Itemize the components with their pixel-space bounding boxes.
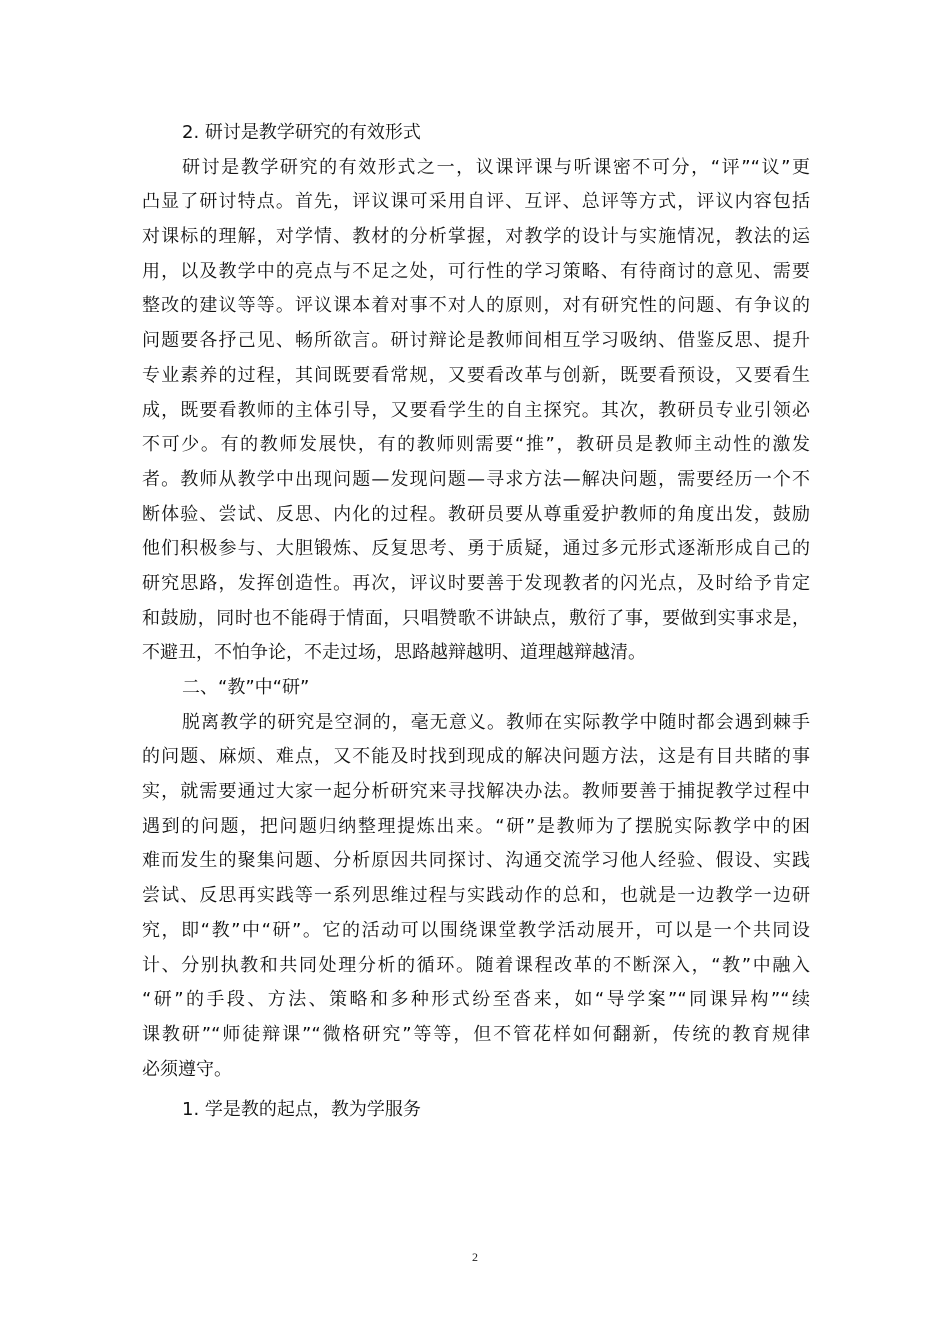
paragraph-2-line: 脱离教学的研究是空洞的，毫无意义。教师在实际教学中随时都会遇到棘手 [182,711,810,733]
paragraph-2-line: “研”的手段、方法、策略和多种形式纷至沓来，如“导学案”“同课异构”“续 [142,989,810,1011]
paragraph-1-line: 研究思路，发挥创造性。再次，评议时要善于发现教者的闪光点，及时给予肯定 [142,572,810,594]
section-1-heading: 1. 学是教的起点，教为学服务 [182,1099,421,1121]
paragraph-1-line: 用，以及教学中的亮点与不足之处，可行性的学习策略、有待商讨的意见、需要 [142,260,810,282]
paragraph-1-line: 和鼓励，同时也不能碍于情面，只唱赞歌不讲缺点，敷衍了事，要做到实事求是， [142,607,810,629]
paragraph-2-line: 课教研”“师徒辩课”“微格研究”等等，但不管花样如何翻新，传统的教育规律 [142,1023,810,1045]
paragraph-2-line: 的问题、麻烦、难点，又不能及时找到现成的解决问题方法，这是有目共睹的事 [142,746,810,768]
section-2-heading: 2. 研讨是教学研究的有效形式 [182,122,421,143]
paragraph-2-line: 尝试、反思再实践等一系列思维过程与实践动作的总和，也就是一边教学一边研 [142,885,810,907]
paragraph-1-line: 专业素养的过程，其间既要看常规，又要看改革与创新，既要看预设，又要看生 [142,364,810,386]
paragraph-1-line: 凸显了研讨特点。首先，评议课可采用自评、互评、总评等方式，评议内容包括 [142,191,810,213]
paragraph-2-line: 实，就需要通过大家一起分析研究来寻找解决办法。教师要善于捕捉教学过程中 [142,781,810,803]
paragraph-1-line: 他们积极参与、大胆锻炼、反复思考、勇于质疑，通过多元形式逐渐形成自己的 [142,538,810,560]
paragraph-1-line: 不避丑，不怕争论，不走过场，思路越辩越明、道理越辩越清。 [142,642,646,664]
paragraph-2-line: 遇到的问题，把问题归纳整理提炼出来。“研”是教师为了摆脱实际教学中的困 [142,815,810,837]
section-two-heading: 二、“教”中“研” [182,677,310,698]
paragraph-2-line: 必须遵守。 [142,1058,232,1080]
paragraph-2-line: 究，即“教”中“研”。它的活动可以围绕课堂教学活动展开，可以是一个共同设 [142,919,810,941]
paragraph-1-line: 断体验、尝试、反思、内化的过程。教研员要从尊重爱护教师的角度出发，鼓励 [142,503,810,525]
page-number: 2 [472,1250,478,1264]
paragraph-1-line: 成，既要看教师的主体引导，又要看学生的自主探究。其次，教研员专业引领必 [142,399,810,421]
paragraph-1-line: 问题要各抒己见、畅所欲言。研讨辩论是教师间相互学习吸纳、借鉴反思、提升 [142,330,810,352]
paragraph-1-line: 不可少。有的教师发展快，有的教师则需要“推”，教研员是教师主动性的激发 [142,434,810,456]
paragraph-2-line: 难而发生的聚集问题、分析原因共同探讨、沟通交流学习他人经验、假设、实践 [142,850,810,872]
paragraph-1-line: 对课标的理解，对学情、教材的分析掌握，对教学的设计与实施情况，教法的运 [142,226,810,248]
paragraph-2-line: 计、分别执教和共同处理分析的循环。随着课程改革的不断深入，“教”中融入 [142,954,810,976]
paragraph-1-line: 整改的建议等等。评议课本着对事不对人的原则，对有研究性的问题、有争议的 [142,295,810,317]
paragraph-1-line: 者。教师从教学中出现问题—发现问题—寻求方法—解决问题，需要经历一个不 [142,468,810,490]
paragraph-2 [142,706,810,1088]
paragraph-1-line: 研讨是教学研究的有效形式之一，议课评课与听课密不可分，“评”“议”更 [182,156,810,178]
page-content [142,116,810,1128]
paragraph-1 [142,151,810,671]
